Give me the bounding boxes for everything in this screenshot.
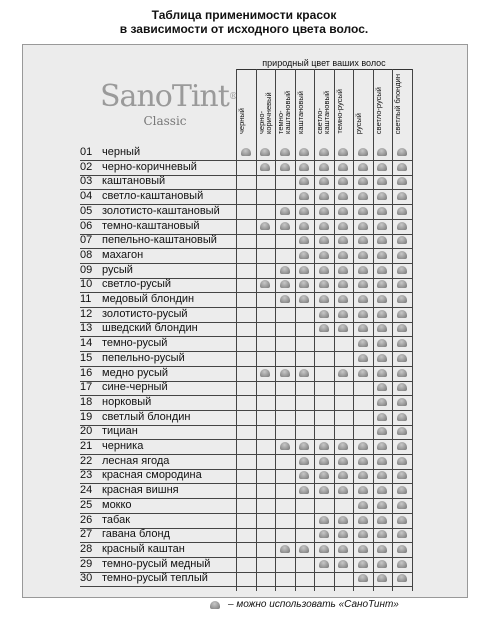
applicable-mark-icon	[319, 516, 329, 524]
applicable-mark-icon	[377, 354, 387, 362]
applicable-mark-icon	[338, 295, 348, 303]
applicable-mark-icon	[319, 310, 329, 318]
row-color-name: медно русый	[102, 366, 169, 379]
row-color-name: черно-коричневый	[102, 160, 197, 173]
applicable-mark-icon	[280, 369, 290, 377]
applicable-mark-icon	[397, 192, 407, 200]
brand-logo	[100, 79, 237, 114]
applicable-mark-icon	[397, 222, 407, 230]
row-number: 22	[80, 454, 93, 467]
applicable-mark-icon	[338, 207, 348, 215]
row-number: 24	[80, 484, 93, 497]
applicable-mark-icon	[377, 339, 387, 347]
applicable-mark-icon	[319, 163, 329, 171]
applicable-mark-icon	[358, 177, 368, 185]
applicable-mark-icon	[338, 192, 348, 200]
row-number: 03	[80, 175, 93, 188]
applicable-mark-icon	[338, 222, 348, 230]
table-row	[80, 263, 412, 279]
row-color-name: темно-русый теплый	[102, 572, 208, 585]
applicable-mark-icon	[319, 486, 329, 494]
applicable-mark-icon	[260, 280, 270, 288]
applicable-mark-icon	[260, 222, 270, 230]
applicable-mark-icon	[358, 324, 368, 332]
row-number: 11	[80, 293, 92, 305]
applicable-mark-icon	[358, 266, 368, 274]
table-row	[80, 498, 412, 514]
row-number: 12	[80, 307, 93, 320]
table-row	[80, 366, 412, 382]
row-color-name: красная смородина	[102, 469, 202, 482]
table-row	[80, 292, 412, 308]
applicable-mark-icon	[299, 369, 309, 377]
column-header-label: светло-русый	[373, 86, 383, 134]
applicable-mark-icon	[280, 207, 290, 215]
applicable-mark-icon	[319, 324, 329, 332]
table-row	[80, 454, 412, 470]
table-row	[80, 189, 412, 205]
applicable-mark-icon	[338, 369, 348, 377]
applicable-mark-icon	[299, 251, 309, 259]
row-color-name: пепельно-русый	[102, 351, 185, 364]
row-number: 29	[80, 557, 93, 570]
brand-subtitle: Classic	[143, 114, 187, 128]
row-number: 25	[80, 498, 93, 511]
applicable-mark-icon	[319, 148, 329, 156]
column-header	[353, 72, 371, 136]
row-color-name: лесная ягода	[102, 454, 170, 467]
applicable-mark-icon	[299, 295, 309, 303]
applicable-mark-icon	[397, 280, 407, 288]
applicable-mark-icon	[358, 207, 368, 215]
row-number: 17	[80, 381, 93, 394]
row-number: 09	[80, 263, 93, 276]
row-number: 23	[80, 469, 93, 482]
row-color-name: красный каштан	[102, 542, 185, 555]
column-header	[236, 72, 254, 136]
applicable-mark-icon	[358, 354, 368, 362]
applicable-mark-icon	[397, 163, 407, 171]
applicable-mark-icon	[319, 251, 329, 259]
applicable-mark-icon	[397, 383, 407, 391]
applicable-mark-icon	[397, 530, 407, 538]
applicable-mark-icon	[397, 251, 407, 259]
table-row	[80, 395, 412, 411]
table-row	[80, 233, 412, 249]
table-row	[80, 160, 412, 176]
applicable-mark-icon	[397, 148, 407, 156]
applicable-mark-icon	[319, 192, 329, 200]
column-header-label: светло-каштановый	[315, 90, 331, 134]
applicable-mark-icon	[260, 148, 270, 156]
legend-mark-icon	[210, 601, 220, 609]
applicable-mark-icon	[338, 280, 348, 288]
table-row	[80, 380, 412, 396]
applicable-mark-icon	[241, 148, 251, 156]
applicable-mark-icon	[280, 266, 290, 274]
column-header	[373, 72, 391, 136]
applicable-mark-icon	[260, 163, 270, 171]
applicable-mark-icon	[280, 222, 290, 230]
applicable-mark-icon	[280, 163, 290, 171]
table-row	[80, 145, 412, 161]
row-number: 27	[80, 528, 93, 541]
applicable-mark-icon	[299, 471, 309, 479]
row-color-name: золотисто-русый	[102, 307, 188, 320]
title-line-2: в зависимости от исходного цвета волос.	[119, 22, 369, 36]
row-number: 18	[80, 395, 93, 408]
applicable-mark-icon	[377, 560, 387, 568]
applicable-mark-icon	[377, 442, 387, 450]
column-header	[334, 72, 352, 136]
applicable-mark-icon	[280, 295, 290, 303]
table-row	[80, 277, 412, 293]
applicable-mark-icon	[377, 295, 387, 303]
applicable-mark-icon	[358, 530, 368, 538]
applicable-mark-icon	[397, 501, 407, 509]
applicable-mark-icon	[377, 501, 387, 509]
applicable-mark-icon	[338, 442, 348, 450]
applicable-mark-icon	[397, 398, 407, 406]
row-number: 13	[80, 322, 93, 335]
applicable-mark-icon	[338, 324, 348, 332]
applicable-mark-icon	[299, 545, 309, 553]
applicable-mark-icon	[338, 251, 348, 259]
table-row	[80, 204, 412, 220]
row-color-name: сине-черный	[102, 381, 168, 394]
row-color-name: черника	[102, 440, 144, 452]
applicable-mark-icon	[338, 266, 348, 274]
row-number: 28	[80, 542, 93, 555]
applicable-mark-icon	[377, 222, 387, 230]
applicable-mark-icon	[397, 413, 407, 421]
title-line-1: Таблица применимости красок	[151, 8, 337, 22]
applicable-mark-icon	[377, 177, 387, 185]
row-color-name: гавана блонд	[102, 528, 170, 541]
applicable-mark-icon	[377, 383, 387, 391]
applicable-mark-icon	[397, 295, 407, 303]
applicable-mark-icon	[299, 442, 309, 450]
applicable-mark-icon	[377, 545, 387, 553]
applicable-mark-icon	[397, 560, 407, 568]
applicable-mark-icon	[358, 280, 368, 288]
applicable-mark-icon	[358, 369, 368, 377]
row-number: 08	[80, 248, 93, 261]
table-row	[80, 219, 412, 235]
applicable-mark-icon	[377, 516, 387, 524]
column-header	[295, 72, 313, 136]
table-row	[80, 468, 412, 484]
applicable-mark-icon	[377, 310, 387, 318]
row-number: 19	[80, 410, 93, 423]
table-row	[80, 336, 412, 352]
applicable-mark-icon	[358, 310, 368, 318]
applicable-mark-icon	[299, 192, 309, 200]
row-number: 14	[80, 337, 93, 350]
applicable-mark-icon	[358, 295, 368, 303]
applicable-mark-icon	[338, 177, 348, 185]
applicable-mark-icon	[358, 236, 368, 244]
applicable-mark-icon	[299, 486, 309, 494]
applicable-mark-icon	[299, 236, 309, 244]
applicable-mark-icon	[397, 516, 407, 524]
applicable-mark-icon	[338, 516, 348, 524]
applicable-mark-icon	[377, 324, 387, 332]
applicable-mark-icon	[338, 530, 348, 538]
applicable-mark-icon	[397, 236, 407, 244]
applicable-mark-icon	[358, 163, 368, 171]
applicable-mark-icon	[358, 516, 368, 524]
applicable-mark-icon	[358, 148, 368, 156]
applicable-mark-icon	[358, 457, 368, 465]
applicable-mark-icon	[377, 207, 387, 215]
column-header	[256, 72, 274, 136]
applicable-mark-icon	[397, 471, 407, 479]
row-number: 04	[80, 190, 93, 203]
applicable-mark-icon	[299, 266, 309, 274]
applicable-mark-icon	[377, 574, 387, 582]
applicable-mark-icon	[338, 471, 348, 479]
applicable-mark-icon	[397, 427, 407, 435]
column-header	[392, 72, 410, 136]
applicable-mark-icon	[397, 339, 407, 347]
legend-text: – можно использовать «СаноТинт»	[228, 599, 399, 610]
table-row	[80, 542, 412, 558]
applicable-mark-icon	[280, 148, 290, 156]
applicable-mark-icon	[260, 369, 270, 377]
row-number: 26	[80, 513, 93, 526]
applicable-mark-icon	[319, 560, 329, 568]
applicable-mark-icon	[338, 486, 348, 494]
table-row	[80, 321, 412, 337]
applicable-mark-icon	[299, 148, 309, 156]
columns-header-title: природный цвет ваших волос	[262, 58, 386, 68]
table-row	[80, 571, 412, 587]
table-row	[80, 439, 412, 455]
row-color-name: махагон	[102, 248, 144, 261]
applicable-mark-icon	[397, 266, 407, 274]
row-color-name: медовый блондин	[102, 293, 195, 305]
applicable-mark-icon	[358, 471, 368, 479]
brand-block	[100, 79, 237, 128]
applicable-mark-icon	[319, 545, 329, 553]
column-header	[275, 72, 293, 136]
table-row	[80, 483, 412, 499]
row-number: 30	[80, 572, 93, 585]
row-color-name: золотисто-каштановый	[102, 204, 220, 217]
row-number: 20	[80, 425, 93, 438]
applicable-mark-icon	[319, 236, 329, 244]
applicable-mark-icon	[299, 207, 309, 215]
trademark-mark: ®	[228, 92, 237, 102]
applicable-mark-icon	[358, 486, 368, 494]
column-header-label: темно-русый	[334, 89, 344, 134]
row-number: 15	[80, 351, 93, 364]
applicable-mark-icon	[377, 471, 387, 479]
applicable-mark-icon	[280, 545, 290, 553]
applicable-mark-icon	[338, 148, 348, 156]
applicable-mark-icon	[358, 442, 368, 450]
applicable-mark-icon	[397, 324, 407, 332]
applicable-mark-icon	[397, 442, 407, 450]
applicable-mark-icon	[280, 442, 290, 450]
row-color-name: норковый	[102, 395, 152, 408]
applicable-mark-icon	[397, 310, 407, 318]
applicable-mark-icon	[299, 457, 309, 465]
applicable-mark-icon	[377, 266, 387, 274]
row-color-name: светлый блондин	[102, 410, 191, 423]
applicable-mark-icon	[397, 354, 407, 362]
row-color-name: темно-каштановый	[102, 219, 200, 232]
applicable-mark-icon	[338, 545, 348, 553]
applicable-mark-icon	[377, 163, 387, 171]
applicable-mark-icon	[338, 236, 348, 244]
row-color-name: тициан	[102, 425, 138, 438]
applicable-mark-icon	[377, 427, 387, 435]
applicable-mark-icon	[397, 486, 407, 494]
applicable-mark-icon	[299, 163, 309, 171]
applicable-mark-icon	[358, 192, 368, 200]
applicable-mark-icon	[397, 457, 407, 465]
applicable-mark-icon	[377, 486, 387, 494]
row-color-name: светло-русый	[102, 278, 172, 291]
column-header-label: светлый блондин	[393, 73, 402, 134]
applicable-mark-icon	[358, 574, 368, 582]
row-color-name: черный	[102, 146, 141, 158]
row-color-name: красная вишня	[102, 484, 179, 497]
row-color-name: русый	[102, 263, 133, 276]
table-row	[80, 351, 412, 367]
column-header-label: каштановый	[295, 90, 305, 134]
applicable-mark-icon	[377, 280, 387, 288]
applicable-mark-icon	[358, 339, 368, 347]
applicable-mark-icon	[377, 251, 387, 259]
applicable-mark-icon	[319, 280, 329, 288]
row-color-name: светло-каштановый	[102, 190, 204, 203]
applicable-mark-icon	[338, 457, 348, 465]
applicable-mark-icon	[377, 457, 387, 465]
row-number: 05	[80, 204, 93, 217]
applicable-mark-icon	[299, 177, 309, 185]
row-color-name: темно-русый медный	[102, 557, 211, 570]
brand-name: SanoTint	[100, 79, 229, 114]
applicable-mark-icon	[377, 413, 387, 421]
applicable-mark-icon	[377, 192, 387, 200]
applicable-mark-icon	[280, 280, 290, 288]
row-color-name: темно-русый	[102, 337, 168, 350]
row-color-name: шведский блондин	[102, 322, 198, 335]
applicable-mark-icon	[377, 369, 387, 377]
row-number: 01	[80, 146, 93, 158]
applicable-mark-icon	[319, 530, 329, 538]
applicable-mark-icon	[377, 236, 387, 244]
column-header	[314, 72, 332, 136]
applicable-mark-icon	[319, 266, 329, 274]
row-color-name: пепельно-каштановый	[102, 234, 217, 247]
table-row	[80, 513, 412, 529]
applicable-mark-icon	[358, 251, 368, 259]
applicable-mark-icon	[338, 163, 348, 171]
applicable-mark-icon	[319, 295, 329, 303]
table-row	[80, 174, 412, 190]
table-row	[80, 424, 412, 440]
applicable-mark-icon	[319, 457, 329, 465]
applicable-mark-icon	[377, 398, 387, 406]
table-row	[80, 248, 412, 264]
applicable-mark-icon	[397, 207, 407, 215]
row-color-name: каштановый	[102, 175, 166, 188]
applicable-mark-icon	[319, 471, 329, 479]
column-header-label: темно-каштановый	[276, 90, 292, 134]
applicable-mark-icon	[397, 177, 407, 185]
applicable-mark-icon	[377, 148, 387, 156]
applicable-mark-icon	[319, 207, 329, 215]
applicable-mark-icon	[338, 560, 348, 568]
applicable-mark-icon	[397, 574, 407, 582]
table-row	[80, 307, 412, 323]
legend	[210, 598, 470, 612]
applicable-mark-icon	[358, 560, 368, 568]
row-number: 07	[80, 234, 93, 247]
header-divider	[236, 69, 412, 70]
row-color-name: табак	[102, 513, 131, 526]
row-number: 21	[80, 440, 93, 452]
table-row	[80, 557, 412, 573]
applicable-mark-icon	[319, 442, 329, 450]
applicable-mark-icon	[358, 501, 368, 509]
row-color-name: мокко	[102, 498, 132, 511]
table-row	[80, 410, 412, 426]
table-row	[80, 527, 412, 543]
column-header-label: черный	[237, 108, 246, 134]
applicable-mark-icon	[299, 222, 309, 230]
applicable-mark-icon	[338, 310, 348, 318]
row-number: 16	[80, 366, 93, 379]
applicable-mark-icon	[299, 280, 309, 288]
applicable-mark-icon	[377, 530, 387, 538]
applicable-mark-icon	[358, 545, 368, 553]
row-number: 06	[80, 219, 93, 232]
page-title	[0, 8, 488, 36]
column-header-label: черно-коричневый	[256, 92, 273, 134]
applicable-mark-icon	[319, 222, 329, 230]
applicable-mark-icon	[319, 177, 329, 185]
row-number: 02	[80, 160, 93, 173]
applicable-mark-icon	[397, 369, 407, 377]
row-number: 10	[80, 278, 93, 291]
column-header-label: русый	[354, 112, 363, 134]
applicable-mark-icon	[397, 545, 407, 553]
applicable-mark-icon	[358, 222, 368, 230]
